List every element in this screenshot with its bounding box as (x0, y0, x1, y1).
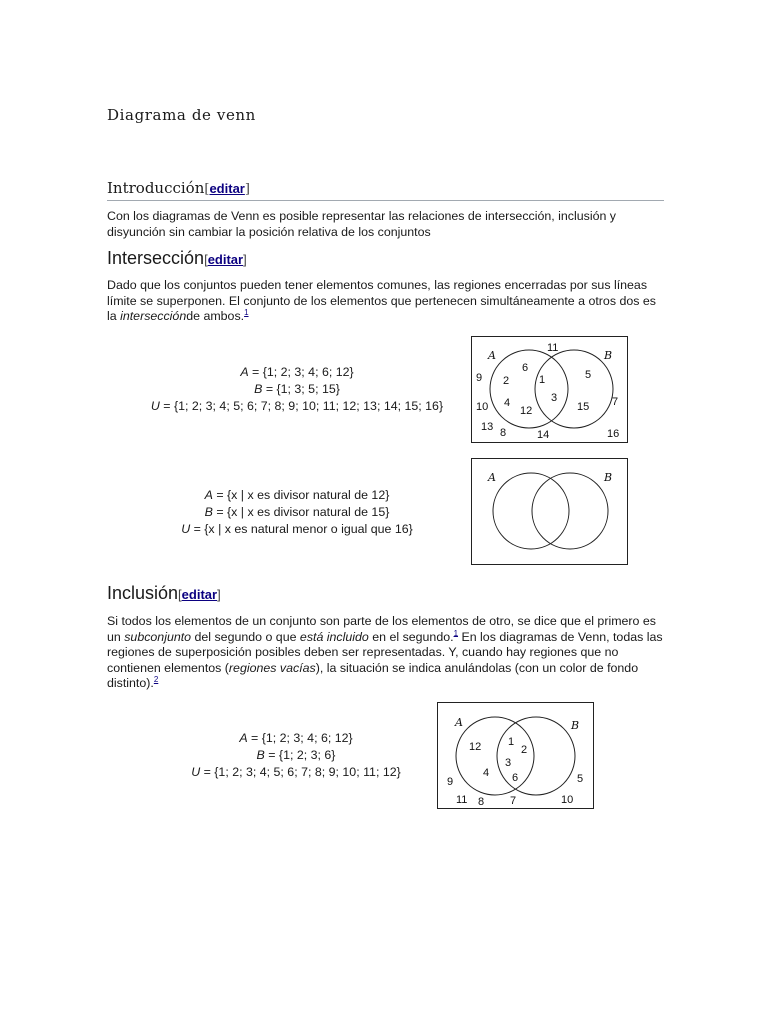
interseccion-equations-2 (130, 487, 464, 538)
venn-diagram-interseccion-elements (471, 336, 628, 443)
element-13: 13 (481, 421, 494, 433)
set-b-value: = {1; 2; 3; 6} (264, 748, 336, 762)
set-a-value: = {x | x es divisor natural de 12} (212, 488, 390, 502)
edit-link-interseccion[interactable]: editar (207, 252, 244, 267)
edit-link-introduccion[interactable]: editar (209, 181, 245, 196)
element-2: 2 (503, 375, 510, 387)
inclusion-text-5: ), la situación se indica anulándolas (con un color de fondo distinto). (107, 660, 639, 691)
element-3: 3 (505, 757, 512, 769)
reference-link-1[interactable]: 1 (453, 628, 459, 638)
inclusion-paragraph (107, 614, 663, 692)
inclusion-text-3: en el segundo. (368, 629, 454, 644)
interseccion-equations-1 (130, 364, 464, 415)
equation-a (168, 730, 424, 747)
element-15: 15 (577, 401, 590, 413)
set-a-symbol: A (240, 365, 249, 379)
element-11: 11 (547, 342, 559, 354)
set-a-value: = {1; 2; 3; 4; 6; 12} (247, 731, 353, 745)
set-u-value: = {x | x es natural menor o igual que 16} (190, 522, 413, 536)
element-6: 6 (512, 772, 519, 784)
intro-paragraph: Con los diagramas de Venn es posible representar las relaciones de intersección, inclusión y disyunción sin cambiar la posición relativa de los conjuntos (107, 209, 616, 239)
set-b-symbol: B (204, 505, 213, 519)
venn-diagram-interseccion-empty (471, 458, 628, 565)
set-a-symbol: A (204, 488, 213, 502)
reference-link[interactable]: 1 (244, 308, 249, 318)
heading-divider (107, 200, 664, 201)
element-6: 6 (522, 362, 529, 374)
edit-bracket-open: [ (178, 587, 182, 602)
label-a: A (488, 471, 496, 484)
set-b-value: = {x | x es divisor natural de 15} (212, 505, 390, 519)
equation-a (130, 487, 464, 504)
element-1: 1 (508, 736, 515, 748)
element-12: 12 (469, 741, 482, 753)
set-a-value: = {1; 2; 3; 4; 6; 12} (248, 365, 354, 379)
element-12: 12 (520, 405, 533, 417)
set-u-value: = {1; 2; 3; 4; 5; 6; 7; 8; 9; 10; 11; 12} (200, 765, 401, 779)
element-8: 8 (478, 796, 485, 808)
inclusion-text-2: del segundo o que (191, 629, 300, 644)
element-9: 9 (476, 372, 483, 384)
heading-interseccion-text: Intersección (107, 248, 205, 268)
set-u-value: = {1; 2; 3; 4; 5; 6; 7; 8; 9; 10; 11; 12; 13; 14; 15; 16} (159, 399, 444, 413)
label-b: B (604, 349, 613, 362)
element-3: 3 (551, 392, 558, 404)
set-b-symbol: B (254, 382, 263, 396)
equation-u (130, 521, 464, 538)
edit-bracket-open: [ (204, 252, 208, 267)
equation-b (130, 381, 464, 398)
element-4: 4 (504, 397, 511, 409)
heading-inclusion (107, 583, 221, 604)
edit-link-inclusion[interactable]: editar (181, 587, 218, 602)
set-u-symbol: U (181, 522, 191, 536)
inclusion-equations (168, 730, 424, 781)
element-7: 7 (612, 396, 619, 408)
element-1: 1 (539, 374, 546, 386)
set-u-symbol: U (191, 765, 201, 779)
element-8: 8 (500, 427, 507, 439)
element-10: 10 (561, 794, 574, 806)
equation-b (130, 504, 464, 521)
element-5: 5 (585, 369, 592, 381)
equation-u (168, 764, 424, 781)
equation-u (130, 398, 464, 415)
label-a: A (488, 349, 496, 362)
interseccion-paragraph (107, 278, 663, 325)
label-a: A (455, 716, 463, 729)
heading-introduccion-text: Introducción (107, 179, 205, 197)
element-10: 10 (476, 401, 489, 413)
edit-bracket-close: ] (244, 182, 250, 197)
set-b-value: = {1; 3; 5; 15} (262, 382, 340, 396)
element-2: 2 (521, 744, 528, 756)
element-11: 11 (456, 794, 468, 806)
interseccion-text-italic: intersección (120, 309, 187, 324)
equation-a (130, 364, 464, 381)
edit-bracket-close: ] (243, 252, 247, 267)
element-4: 4 (483, 767, 490, 779)
equation-b (168, 747, 424, 764)
set-a-symbol: A (239, 731, 248, 745)
label-b: B (571, 719, 580, 732)
edit-bracket-open: [ (204, 182, 210, 197)
element-16: 16 (607, 428, 620, 440)
element-7: 7 (510, 795, 517, 807)
venn-diagram-inclusion (437, 702, 594, 809)
heading-inclusion-text: Inclusión (107, 583, 179, 603)
inclusion-text-1: Si todos los elementos de un conjunto son parte de los elementos de otro, se dice que el primero es un (107, 614, 656, 644)
inclusion-text-subconjunto: subconjunto (124, 629, 192, 644)
reference-link-2[interactable]: 2 (153, 675, 159, 685)
inclusion-text-incluido: está incluido (299, 629, 369, 644)
inclusion-text-4: En los diagramas de Venn, todas las regiones de superposición posibles deben ser representadas. Y, cuando hay regiones que no contienen elementos ( (107, 629, 663, 675)
interseccion-text-1: Dado que los conjuntos pueden tener elementos comunes, las regiones encerradas por sus líneas límite se superponen. El conjunto de los elementos que pertenecen simultáneamente a otros dos es la (107, 278, 656, 324)
heading-interseccion (107, 248, 247, 269)
document-title: Diagrama de venn (107, 106, 256, 124)
set-b-symbol: B (256, 748, 265, 762)
element-9: 9 (447, 776, 454, 788)
interseccion-text-2: de ambos. (186, 309, 245, 324)
element-14: 14 (537, 429, 550, 441)
inclusion-text-regiones-vacias: regiones vacías (228, 660, 316, 675)
element-5: 5 (577, 773, 584, 785)
set-u-symbol: U (150, 399, 160, 413)
edit-bracket-close: ] (217, 587, 221, 602)
heading-introduccion (107, 179, 250, 197)
label-b: B (604, 471, 613, 484)
